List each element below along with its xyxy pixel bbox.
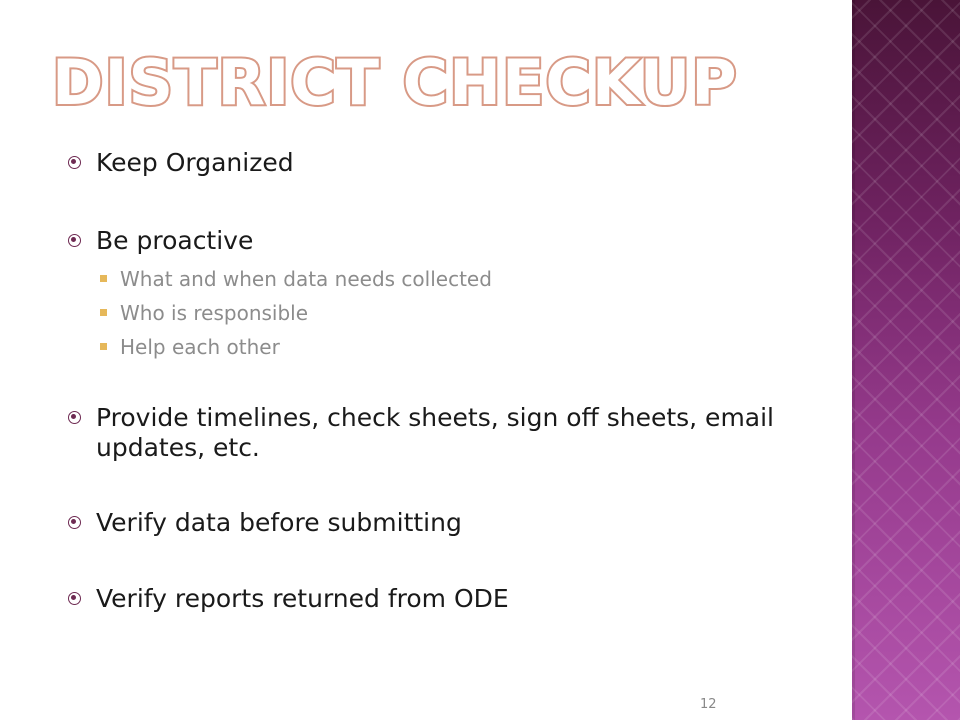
circled-dot-icon <box>68 156 81 169</box>
sub-bullet-item <box>64 303 804 323</box>
bullet-item <box>64 403 804 462</box>
circled-dot-icon <box>68 516 81 529</box>
square-icon <box>100 343 107 350</box>
circled-dot-icon <box>68 411 81 424</box>
bullet-list <box>64 142 804 613</box>
sub-bullet-item <box>64 337 804 357</box>
bullet-text: Keep Organized <box>96 148 294 177</box>
bullet-item <box>64 584 804 614</box>
bullet-text: Verify reports returned from ODE <box>96 583 509 613</box>
bullet-text: Be proactive <box>96 225 254 255</box>
bullet-text: Verify data before submitting <box>96 508 462 537</box>
bullet-item <box>64 148 804 178</box>
bullet-item <box>64 508 804 538</box>
sub-bullet-text: Who is responsible <box>120 301 309 325</box>
page-number: 12 <box>700 697 717 712</box>
square-icon <box>100 275 107 282</box>
circled-dot-icon <box>68 234 81 247</box>
slide-title: DISTRICT CHECKUP <box>52 46 738 119</box>
bullet-item <box>64 226 804 256</box>
side-panel-edge <box>852 0 855 720</box>
decorative-side-panel <box>852 0 960 720</box>
circled-dot-icon <box>68 592 81 605</box>
sub-bullet-text: What and when data needs collected <box>120 267 492 291</box>
bullet-text: Provide timelines, check sheets, sign off sheets, email updates, etc. <box>96 403 775 462</box>
sub-bullet-item <box>64 269 804 289</box>
square-icon <box>100 309 107 316</box>
sub-bullet-text: Help each other <box>120 335 280 359</box>
